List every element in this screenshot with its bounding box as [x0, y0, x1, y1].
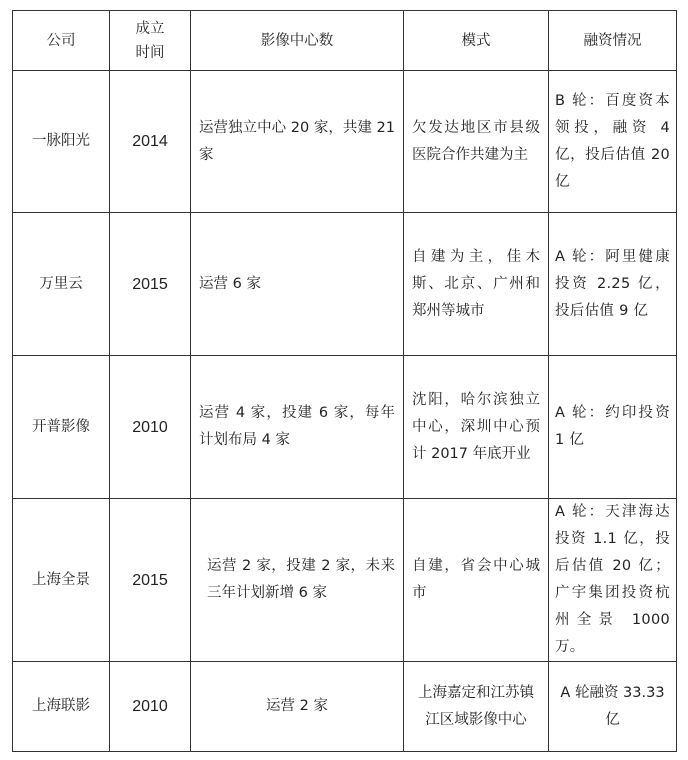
mode-cell: 自建，省会中心城市: [404, 499, 549, 662]
centers-cell: 运营 2 家，投建 2 家，未来三年计划新增 6 家: [191, 499, 404, 662]
founded-cell: 2015: [110, 499, 191, 662]
mode-cell: 沈阳，哈尔滨独立中心，深圳中心预计 2017 年底开业: [404, 356, 549, 499]
table-row: [13, 71, 677, 213]
founded-cell: 2015: [110, 213, 191, 356]
header-company: 公司: [13, 11, 110, 71]
table-row: [13, 213, 677, 356]
header-row: [13, 11, 677, 71]
centers-cell: 运营 6 家: [191, 213, 404, 356]
imaging-center-table: [12, 10, 677, 752]
funding-cell: A 轮融资 33.33 亿: [549, 662, 677, 752]
funding-cell: A 轮：天津海达投资 1.1 亿，投后估值 20 亿；广宇集团投资杭州全景 1000 万。: [549, 499, 677, 662]
table-row: [13, 662, 677, 752]
company-cell: 上海联影: [13, 662, 110, 752]
centers-cell: 运营 2 家: [191, 662, 404, 752]
header-mode: 模式: [404, 11, 549, 71]
header-centers: 影像中心数: [191, 11, 404, 71]
centers-cell: 运营独立中心 20 家，共建 21 家: [191, 71, 404, 213]
founded-cell: 2014: [110, 71, 191, 213]
funding-cell: A 轮：约印投资 1 亿: [549, 356, 677, 499]
company-cell: 一脉阳光: [13, 71, 110, 213]
table-row: [13, 499, 677, 662]
founded-cell: 2010: [110, 356, 191, 499]
centers-cell: 运营 4 家，投建 6 家，每年计划布局 4 家: [191, 356, 404, 499]
header-founded: 成立时间: [110, 11, 191, 71]
company-cell: 上海全景: [13, 499, 110, 662]
funding-cell: B 轮：百度资本领投，融资 4 亿，投后估值 20 亿: [549, 71, 677, 213]
mode-cell: 上海嘉定和江苏镇江区域影像中心: [404, 662, 549, 752]
header-funding: 融资情况: [549, 11, 677, 71]
mode-cell: 欠发达地区市县级医院合作共建为主: [404, 71, 549, 213]
company-cell: 万里云: [13, 213, 110, 356]
founded-cell: 2010: [110, 662, 191, 752]
table-row: [13, 356, 677, 499]
funding-cell: A 轮：阿里健康投资 2.25 亿，投后估值 9 亿: [549, 213, 677, 356]
document-page: [12, 10, 676, 751]
company-cell: 开普影像: [13, 356, 110, 499]
mode-cell: 自建为主，佳木斯、北京、广州和郑州等城市: [404, 213, 549, 356]
